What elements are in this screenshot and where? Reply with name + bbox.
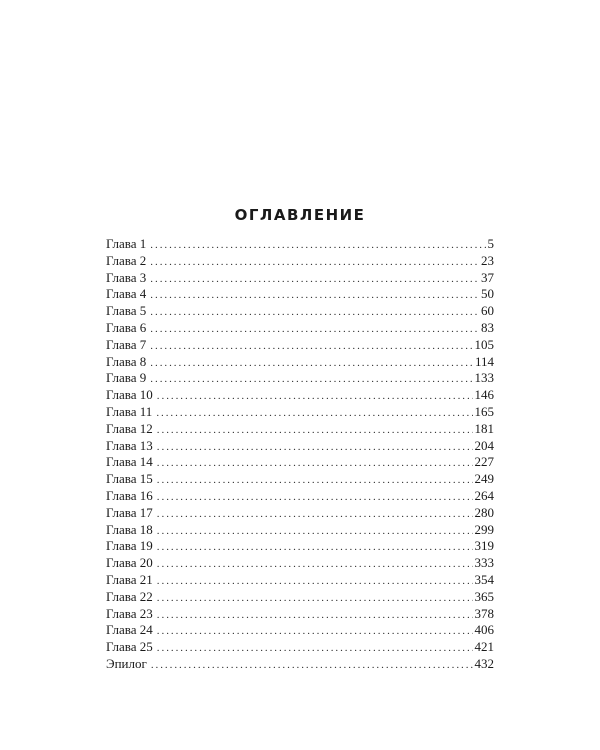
toc-entry-page-number: 83 bbox=[481, 319, 494, 335]
toc-leader-dots bbox=[157, 623, 473, 640]
toc-entry-page-number: 60 bbox=[481, 303, 494, 319]
toc-entry-page-number: 227 bbox=[474, 454, 494, 470]
toc-leader-dots bbox=[157, 472, 473, 489]
toc-entry bbox=[106, 471, 494, 488]
toc-entry-label: Глава 13 bbox=[106, 437, 153, 453]
toc-entry-page-number: 105 bbox=[474, 336, 494, 352]
toc-title: ОГЛАВЛЕНИЕ bbox=[234, 206, 366, 224]
toc-entry-page-number: 204 bbox=[474, 437, 494, 453]
toc-leader-dots bbox=[157, 573, 473, 590]
toc-entry bbox=[106, 589, 494, 606]
toc-leader-dots bbox=[157, 422, 473, 439]
toc-entry-label: Глава 5 bbox=[106, 303, 147, 319]
toc-entry-page-number: 280 bbox=[474, 504, 494, 520]
toc-entry-label: Глава 12 bbox=[106, 420, 153, 436]
toc-entry bbox=[106, 337, 494, 354]
toc-entry-label: Глава 9 bbox=[106, 370, 147, 386]
toc-entry bbox=[106, 236, 494, 253]
toc-entry-label: Глава 20 bbox=[106, 555, 153, 571]
toc-entry bbox=[106, 387, 494, 404]
toc-entry bbox=[106, 404, 494, 421]
toc-entry-label: Глава 15 bbox=[106, 471, 153, 487]
toc-leader-dots bbox=[151, 657, 473, 674]
toc-entry-label: Эпилог bbox=[106, 655, 147, 671]
toc-entry-page-number: 333 bbox=[474, 555, 494, 571]
toc-entry-label: Глава 19 bbox=[106, 538, 153, 554]
toc-entry bbox=[106, 555, 494, 572]
toc-entry-page-number: 23 bbox=[481, 252, 494, 268]
toc-leader-dots bbox=[150, 321, 479, 338]
toc-leader-dots bbox=[150, 237, 485, 254]
toc-entry-page-number: 264 bbox=[474, 487, 494, 503]
toc-entry bbox=[106, 488, 494, 505]
toc-entry-page-number: 181 bbox=[474, 420, 494, 436]
toc-leader-dots bbox=[156, 405, 472, 422]
toc-leader-dots bbox=[150, 271, 479, 288]
toc-list bbox=[106, 236, 494, 673]
toc-leader-dots bbox=[157, 523, 473, 540]
toc-entry bbox=[106, 622, 494, 639]
toc-leader-dots bbox=[157, 388, 473, 405]
toc-entry-page-number: 37 bbox=[481, 269, 494, 285]
toc-entry bbox=[106, 354, 494, 371]
toc-entry-label: Глава 14 bbox=[106, 454, 153, 470]
toc-entry bbox=[106, 572, 494, 589]
toc-entry-label: Глава 6 bbox=[106, 319, 147, 335]
toc-entry-label: Глава 22 bbox=[106, 588, 153, 604]
toc-entry-page-number: 133 bbox=[474, 370, 494, 386]
toc-entry bbox=[106, 538, 494, 555]
toc-entry-label: Глава 21 bbox=[106, 571, 153, 587]
toc-entry bbox=[106, 303, 494, 320]
toc-entry-page-number: 354 bbox=[474, 571, 494, 587]
toc-leader-dots bbox=[157, 506, 473, 523]
toc-entry-page-number: 319 bbox=[474, 538, 494, 554]
toc-entry bbox=[106, 522, 494, 539]
toc-entry-page-number: 421 bbox=[474, 639, 494, 655]
toc-entry bbox=[106, 606, 494, 623]
toc-entry bbox=[106, 639, 494, 656]
toc-leader-dots bbox=[157, 439, 473, 456]
toc-entry-label: Глава 7 bbox=[106, 336, 147, 352]
toc-entry-label: Глава 23 bbox=[106, 605, 153, 621]
toc-leader-dots bbox=[157, 590, 473, 607]
toc-entry-page-number: 406 bbox=[474, 622, 494, 638]
toc-leader-dots bbox=[150, 355, 473, 372]
toc-entry-label: Глава 8 bbox=[106, 353, 147, 369]
toc-leader-dots bbox=[157, 489, 473, 506]
toc-entry-page-number: 50 bbox=[481, 286, 494, 302]
toc-entry bbox=[106, 505, 494, 522]
toc-leader-dots bbox=[150, 254, 479, 271]
toc-entry-label: Глава 25 bbox=[106, 639, 153, 655]
toc-leader-dots bbox=[150, 338, 472, 355]
toc-entry-label: Глава 10 bbox=[106, 387, 153, 403]
toc-entry bbox=[106, 656, 494, 673]
toc-leader-dots bbox=[157, 556, 473, 573]
toc-entry-page-number: 5 bbox=[487, 236, 494, 251]
toc-entry-label: Глава 24 bbox=[106, 622, 153, 638]
toc-entry bbox=[106, 253, 494, 270]
toc-entry-label: Глава 11 bbox=[106, 403, 153, 419]
toc-entry bbox=[106, 270, 494, 287]
toc-leader-dots bbox=[150, 304, 479, 321]
toc-entry-page-number: 249 bbox=[474, 471, 494, 487]
toc-leader-dots bbox=[157, 455, 473, 472]
toc-entry-label: Глава 2 bbox=[106, 252, 147, 268]
toc-leader-dots bbox=[157, 607, 473, 624]
toc-entry bbox=[106, 286, 494, 303]
toc-entry-page-number: 114 bbox=[474, 353, 494, 369]
toc-entry-page-number: 378 bbox=[474, 605, 494, 621]
toc-entry-page-number: 146 bbox=[474, 387, 494, 403]
toc-entry-page-number: 165 bbox=[474, 403, 494, 419]
toc-entry-label: Глава 16 bbox=[106, 487, 153, 503]
toc-entry-page-number: 299 bbox=[474, 521, 494, 537]
toc-entry-page-number: 432 bbox=[474, 655, 494, 671]
toc-leader-dots bbox=[150, 287, 479, 304]
toc-entry bbox=[106, 438, 494, 455]
toc-entry-label: Глава 4 bbox=[106, 286, 147, 302]
toc-entry-label: Глава 17 bbox=[106, 504, 153, 520]
toc-leader-dots bbox=[157, 539, 473, 556]
toc-entry-label: Глава 1 bbox=[106, 236, 147, 251]
toc-leader-dots bbox=[157, 640, 473, 657]
toc-entry bbox=[106, 320, 494, 337]
toc-entry bbox=[106, 421, 494, 438]
toc-leader-dots bbox=[150, 371, 472, 388]
toc-entry-label: Глава 3 bbox=[106, 269, 147, 285]
toc-entry bbox=[106, 454, 494, 471]
toc-entry bbox=[106, 370, 494, 387]
toc-entry-label: Глава 18 bbox=[106, 521, 153, 537]
toc-entry-page-number: 365 bbox=[474, 588, 494, 604]
